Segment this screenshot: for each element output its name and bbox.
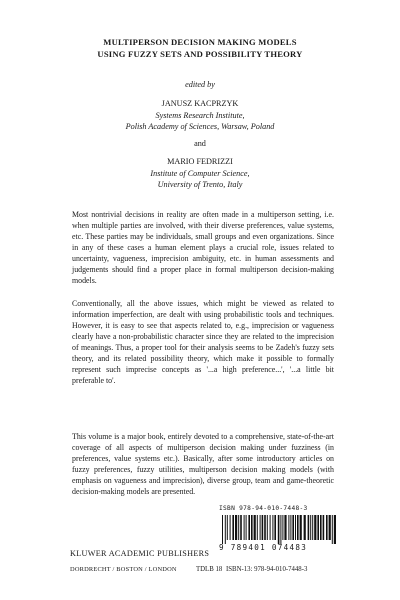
barcode-bar (317, 515, 319, 540)
blurb-paragraph-1: Most nontrivial decisions in reality are often made in a multiperson setting, i.e. when multiple parties are involved, with their diverse preferences, value systems, etc. These parties may be individuals, small groups and even organizations. Since in any of these cases a human element plays a crucial role, issues related to uncertainty, vagueness, imprecision ambiguity, etc. in human assessments and judgements should find a proper place in formal multiperson decision-making models. (72, 210, 334, 286)
barcode-bar (278, 515, 280, 544)
book-title-line-2: USING FUZZY SETS AND POSSIBILITY THEORY (97, 49, 303, 59)
barcode-bar (230, 515, 231, 540)
barcode-bar (244, 515, 245, 540)
barcode-bar (284, 515, 286, 540)
barcode-bar (240, 515, 242, 540)
barcode-bar (288, 515, 289, 540)
barcode-bar (292, 515, 294, 540)
barcode-bar (297, 515, 299, 540)
publisher-cities: DORDRECHT / BOSTON / LONDON (70, 566, 177, 573)
barcode-bar (270, 515, 271, 540)
editor-2-affiliation-line-1: Institute of Computer Science, (150, 169, 250, 178)
barcode-bar (251, 515, 253, 540)
barcode-bar (308, 515, 310, 540)
editor-2-name: MARIO FEDRIZZI (167, 157, 233, 166)
barcode-bar (280, 515, 281, 544)
editor-2-affiliation-line-2: University of Trento, Italy (157, 179, 243, 189)
book-title-line-1: MULTIPERSON DECISION MAKING MODELS (103, 37, 297, 47)
barcode-bar (238, 515, 239, 540)
barcode-bar (329, 515, 331, 540)
barcode-bar (248, 515, 250, 540)
barcode-bar (254, 515, 256, 540)
barcode-isbn-label: ISBN 978-94-010-7448-3 (219, 505, 308, 512)
barcode-digits: 9 789401 074483 (219, 543, 308, 552)
and-label: and (194, 139, 206, 148)
barcode-bar (332, 515, 333, 544)
barcode-bar (272, 515, 273, 540)
editor-1-affiliation-line-1: Systems Research Institute, (155, 111, 245, 120)
barcode-bar (300, 515, 302, 540)
barcode-bar (334, 515, 336, 544)
isbn-13: ISBN-13: 978-94-010-7448-3 (226, 566, 308, 573)
barcode-bar (232, 515, 234, 540)
barcode-bar (326, 515, 328, 540)
barcode-bar (310, 515, 311, 540)
barcode-bar (295, 515, 296, 540)
barcode-bars (219, 515, 340, 544)
tdlb-code: TDLB 18 (196, 566, 223, 573)
blurb-paragraph-3: This volume is a major book, entirely devoted to a comprehensive, state-of-the-art coverage of all aspects of multiperson decision making under fuzziness (in preferences, value systems etc.). Basically, after some introductory articles on fuzzy preferences, fuzzy utilities, multiperson decision making models (with emphasis on vagueness and imprecision), diverse group, team and game-theoretic decision-making models are presented. (72, 432, 334, 497)
barcode-bar (282, 515, 283, 540)
isbn-barcode (219, 505, 340, 552)
barcode-bar (304, 515, 306, 540)
barcode-bar (323, 515, 325, 540)
barcode-bar (264, 515, 266, 540)
barcode-bar (320, 515, 322, 540)
barcode-bar (257, 515, 258, 540)
edited-by-label: edited by (185, 80, 215, 89)
barcode-bar (235, 515, 237, 540)
barcode-bar (227, 515, 228, 540)
barcode-bar (290, 515, 291, 540)
barcode-bar (222, 515, 223, 544)
barcode-bar (274, 515, 276, 540)
editor-1-affiliation-line-2: Polish Academy of Sciences, Warsaw, Poland (125, 121, 275, 131)
barcode-bar (312, 515, 313, 540)
barcode-bar (246, 515, 247, 540)
barcode-bar (262, 515, 264, 540)
barcode-bar (314, 515, 316, 540)
publisher-name: KLUWER ACADEMIC PUBLISHERS (70, 549, 210, 558)
barcode-bar (267, 515, 268, 540)
editor-1-name: JANUSZ KACPRZYK (161, 99, 239, 108)
blurb-paragraph-2: Conventionally, all the above issues, which might be viewed as related to information imperfection, are dealt with using probabilistic tools and techniques. However, it is easy to see that aspects related to, e.g., imprecision or vagueness clearly have a non-probabilistic character since they are related to the imprecision of meanings. Thus, a proper tool for their analysis seems to be Zadeh's fuzzy sets theory, and its related possibility theory, which make it possible to formally represent such imprecise concepts as '...a high preference...', '...a little bit preferable to'. (72, 299, 334, 386)
barcode-bar (260, 515, 261, 540)
barcode-bar (225, 515, 226, 544)
